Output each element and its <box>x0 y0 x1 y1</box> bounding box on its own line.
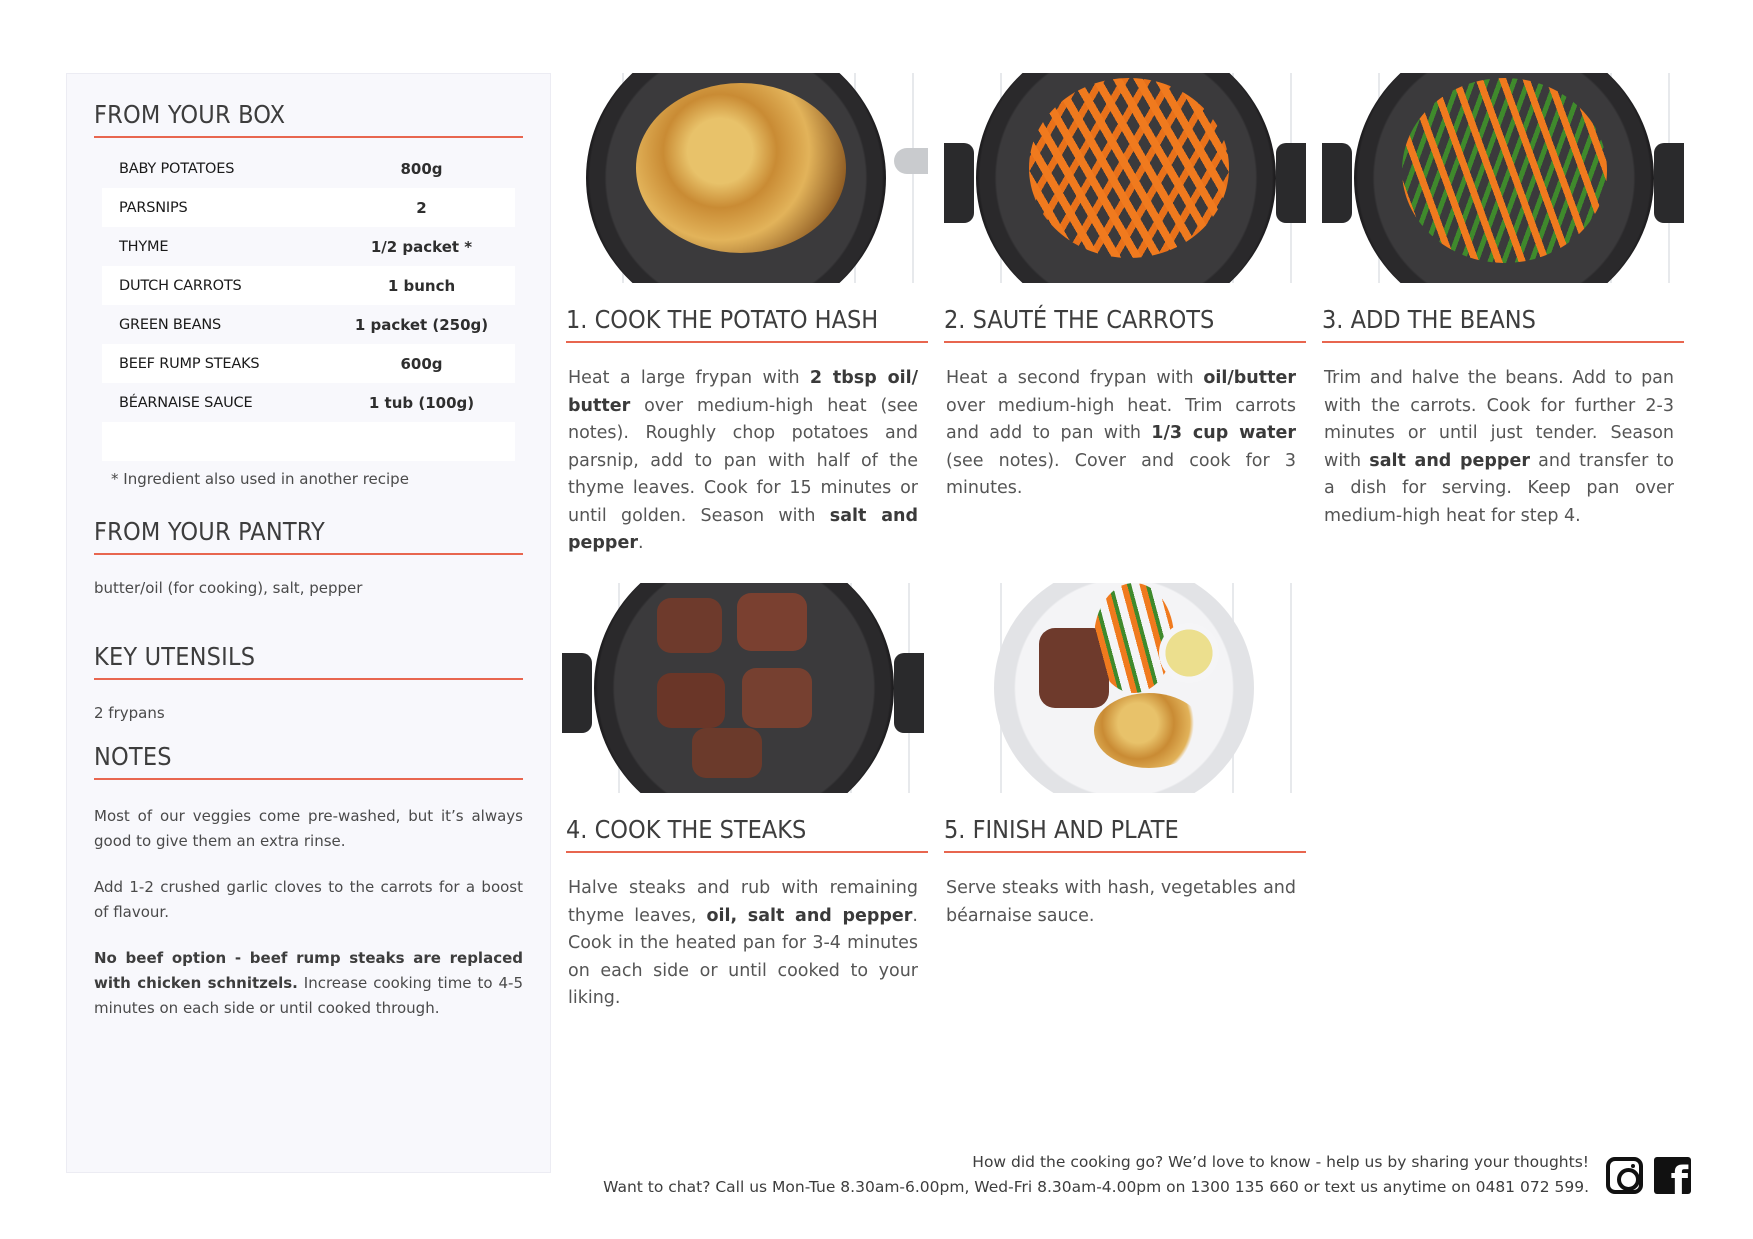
ingredient-name: BÉARNAISE SAUCE <box>119 394 253 411</box>
text-bold: 1/3 cup water <box>1151 423 1296 443</box>
notes-title: NOTES <box>94 742 523 780</box>
ingredient-row <box>102 266 515 305</box>
ingredient-name: THYME <box>119 238 169 255</box>
step-4-title: 4. COOK THE STEAKS <box>566 815 928 853</box>
potato-hash-food <box>1094 693 1204 768</box>
step-1-text <box>566 365 918 558</box>
ingredient-footnote: * Ingredient also used in another recipe <box>111 470 409 488</box>
ingredient-qty: 600g <box>400 354 443 373</box>
key-utensils-title: KEY UTENSILS <box>94 642 523 680</box>
pan-handle-shape <box>1322 143 1352 223</box>
pan-handle-shape <box>944 143 974 223</box>
pan-handle-shape <box>894 653 924 733</box>
step-2-text <box>944 365 1296 503</box>
beans-carrots-food <box>1402 78 1607 263</box>
text-bold: oil/butter <box>1203 368 1296 388</box>
potato-hash-photo <box>566 73 928 283</box>
step-3-text <box>1322 365 1674 530</box>
text-run: and transfer to a dish for serving. Keep pan over medium-high heat for step 4. <box>1324 450 1674 526</box>
carrots-photo <box>944 73 1306 283</box>
ingredient-row <box>102 383 515 422</box>
notes-body <box>94 804 523 1042</box>
plated-dish-photo <box>944 583 1306 793</box>
pan-handle-shape <box>562 653 592 733</box>
ingredient-row <box>102 305 515 344</box>
ingredient-qty: 1/2 packet * <box>370 237 473 256</box>
ingredients-panel <box>66 73 551 1173</box>
step-1 <box>566 73 928 558</box>
text-run: Heat a large frypan with <box>568 368 810 388</box>
potato-hash-food <box>636 83 846 253</box>
ingredient-qty: 2 <box>416 198 427 217</box>
ingredient-row <box>102 227 515 266</box>
pan-handle-shape <box>1654 143 1684 223</box>
ingredient-qty: 1 tub (100g) <box>368 393 475 412</box>
text-bold: 2 tbsp oil/ butter <box>568 368 918 416</box>
ingredient-row-empty <box>102 422 515 461</box>
text-run: over medium-high heat. Trim carrots and add to pan with <box>946 395 1296 443</box>
step-1-title: 1. COOK THE POTATO HASH <box>566 305 928 343</box>
ingredient-row <box>102 188 515 227</box>
note-3 <box>94 946 523 1021</box>
ingredient-qty: 1 packet (250g) <box>354 315 489 334</box>
ingredient-name: GREEN BEANS <box>119 316 221 333</box>
footer-contact-line: Want to chat? Call us Mon-Tue 8.30am-6.00pm, Wed-Fri 8.30am-4.00pm on 1300 135 660 or text us anytime on 0481 072 599. <box>603 1178 1589 1196</box>
note-1: Most of our veggies come pre-washed, but it’s always good to give them an extra rinse. <box>94 807 523 850</box>
beans-photo <box>1322 73 1684 283</box>
text-bold: salt and pepper <box>1369 450 1530 471</box>
step-5-title: 5. FINISH AND PLATE <box>944 815 1306 853</box>
bearnaise-sauce-food <box>1159 623 1219 683</box>
text-run: (see notes). Cover and cook for 3 minutes. <box>946 450 1296 498</box>
step-2-title: 2. SAUTÉ THE CARROTS <box>944 305 1306 343</box>
ingredient-name: BABY POTATOES <box>119 160 235 177</box>
note-2: Add 1-2 crushed garlic cloves to the carrots for a boost of flavour. <box>94 878 523 921</box>
steaks-photo <box>562 583 924 793</box>
footer-feedback-line: How did the cooking go? We’d love to know - help us by sharing your thoughts! <box>972 1153 1589 1171</box>
step-3-title: 3. ADD THE BEANS <box>1322 305 1684 343</box>
ingredient-name: PARSNIPS <box>119 199 188 216</box>
ingredient-name: BEEF RUMP STEAKS <box>119 355 260 372</box>
text-run: . Cook in the heated pan for 3-4 minutes on each side or until cooked to your liking. <box>568 905 918 1008</box>
steak-food <box>657 598 722 653</box>
ingredient-row <box>102 344 515 383</box>
text-run: . <box>637 533 644 553</box>
text-run: Halve steaks and rub with remaining thyme leaves, <box>568 878 918 926</box>
facebook-icon[interactable]: f <box>1654 1157 1691 1194</box>
ingredient-row <box>102 149 515 188</box>
ingredients-table <box>102 149 515 461</box>
utensils-text: 2 frypans <box>94 704 165 722</box>
step-4-text <box>566 875 918 1013</box>
instagram-icon[interactable] <box>1606 1157 1643 1194</box>
pan-handle-shape <box>894 148 928 174</box>
steak-food <box>742 668 812 728</box>
text-run: over medium-high heat (see notes). Roughly chop potatoes and parsnip, add to pan with half of the thyme leaves. Cook for 15 minutes or until golden. Season with <box>568 395 918 526</box>
ingredient-qty: 800g <box>400 159 443 178</box>
note-3-rest: Increase cooking time to 4-5 minutes on each side or until cooked through. <box>94 974 523 1017</box>
ingredient-qty: 1 bunch <box>387 276 456 295</box>
step-5-text <box>944 875 1296 930</box>
step-3 <box>1322 73 1684 530</box>
steak-food <box>692 728 762 778</box>
step-5 <box>944 583 1306 930</box>
pan-handle-shape <box>1276 143 1306 223</box>
step-4 <box>566 583 928 1013</box>
text-run: Heat a second frypan with <box>946 368 1204 388</box>
pantry-text: butter/oil (for cooking), salt, pepper <box>94 579 363 597</box>
note-3-bold: No beef option - beef rump steaks are replaced with chicken schnitzels. <box>94 949 523 992</box>
text-bold: salt and pepper <box>568 505 918 553</box>
from-your-box-title: FROM YOUR BOX <box>94 100 523 138</box>
text-bold: oil, salt and pepper <box>706 905 913 926</box>
steak-food <box>657 673 725 728</box>
footer-contact <box>603 1150 1589 1200</box>
ingredient-name: DUTCH CARROTS <box>119 277 242 294</box>
text-run: Trim and halve the beans. Add to pan with the carrots. Cook for further 2-3 minutes or until just tender. Season with <box>1324 368 1674 471</box>
from-your-pantry-title: FROM YOUR PANTRY <box>94 517 523 555</box>
steak-food <box>737 593 807 651</box>
text-run: Serve steaks with hash, vegetables and béarnaise sauce. <box>946 878 1296 926</box>
carrots-food <box>1029 78 1229 258</box>
step-2 <box>944 73 1306 503</box>
